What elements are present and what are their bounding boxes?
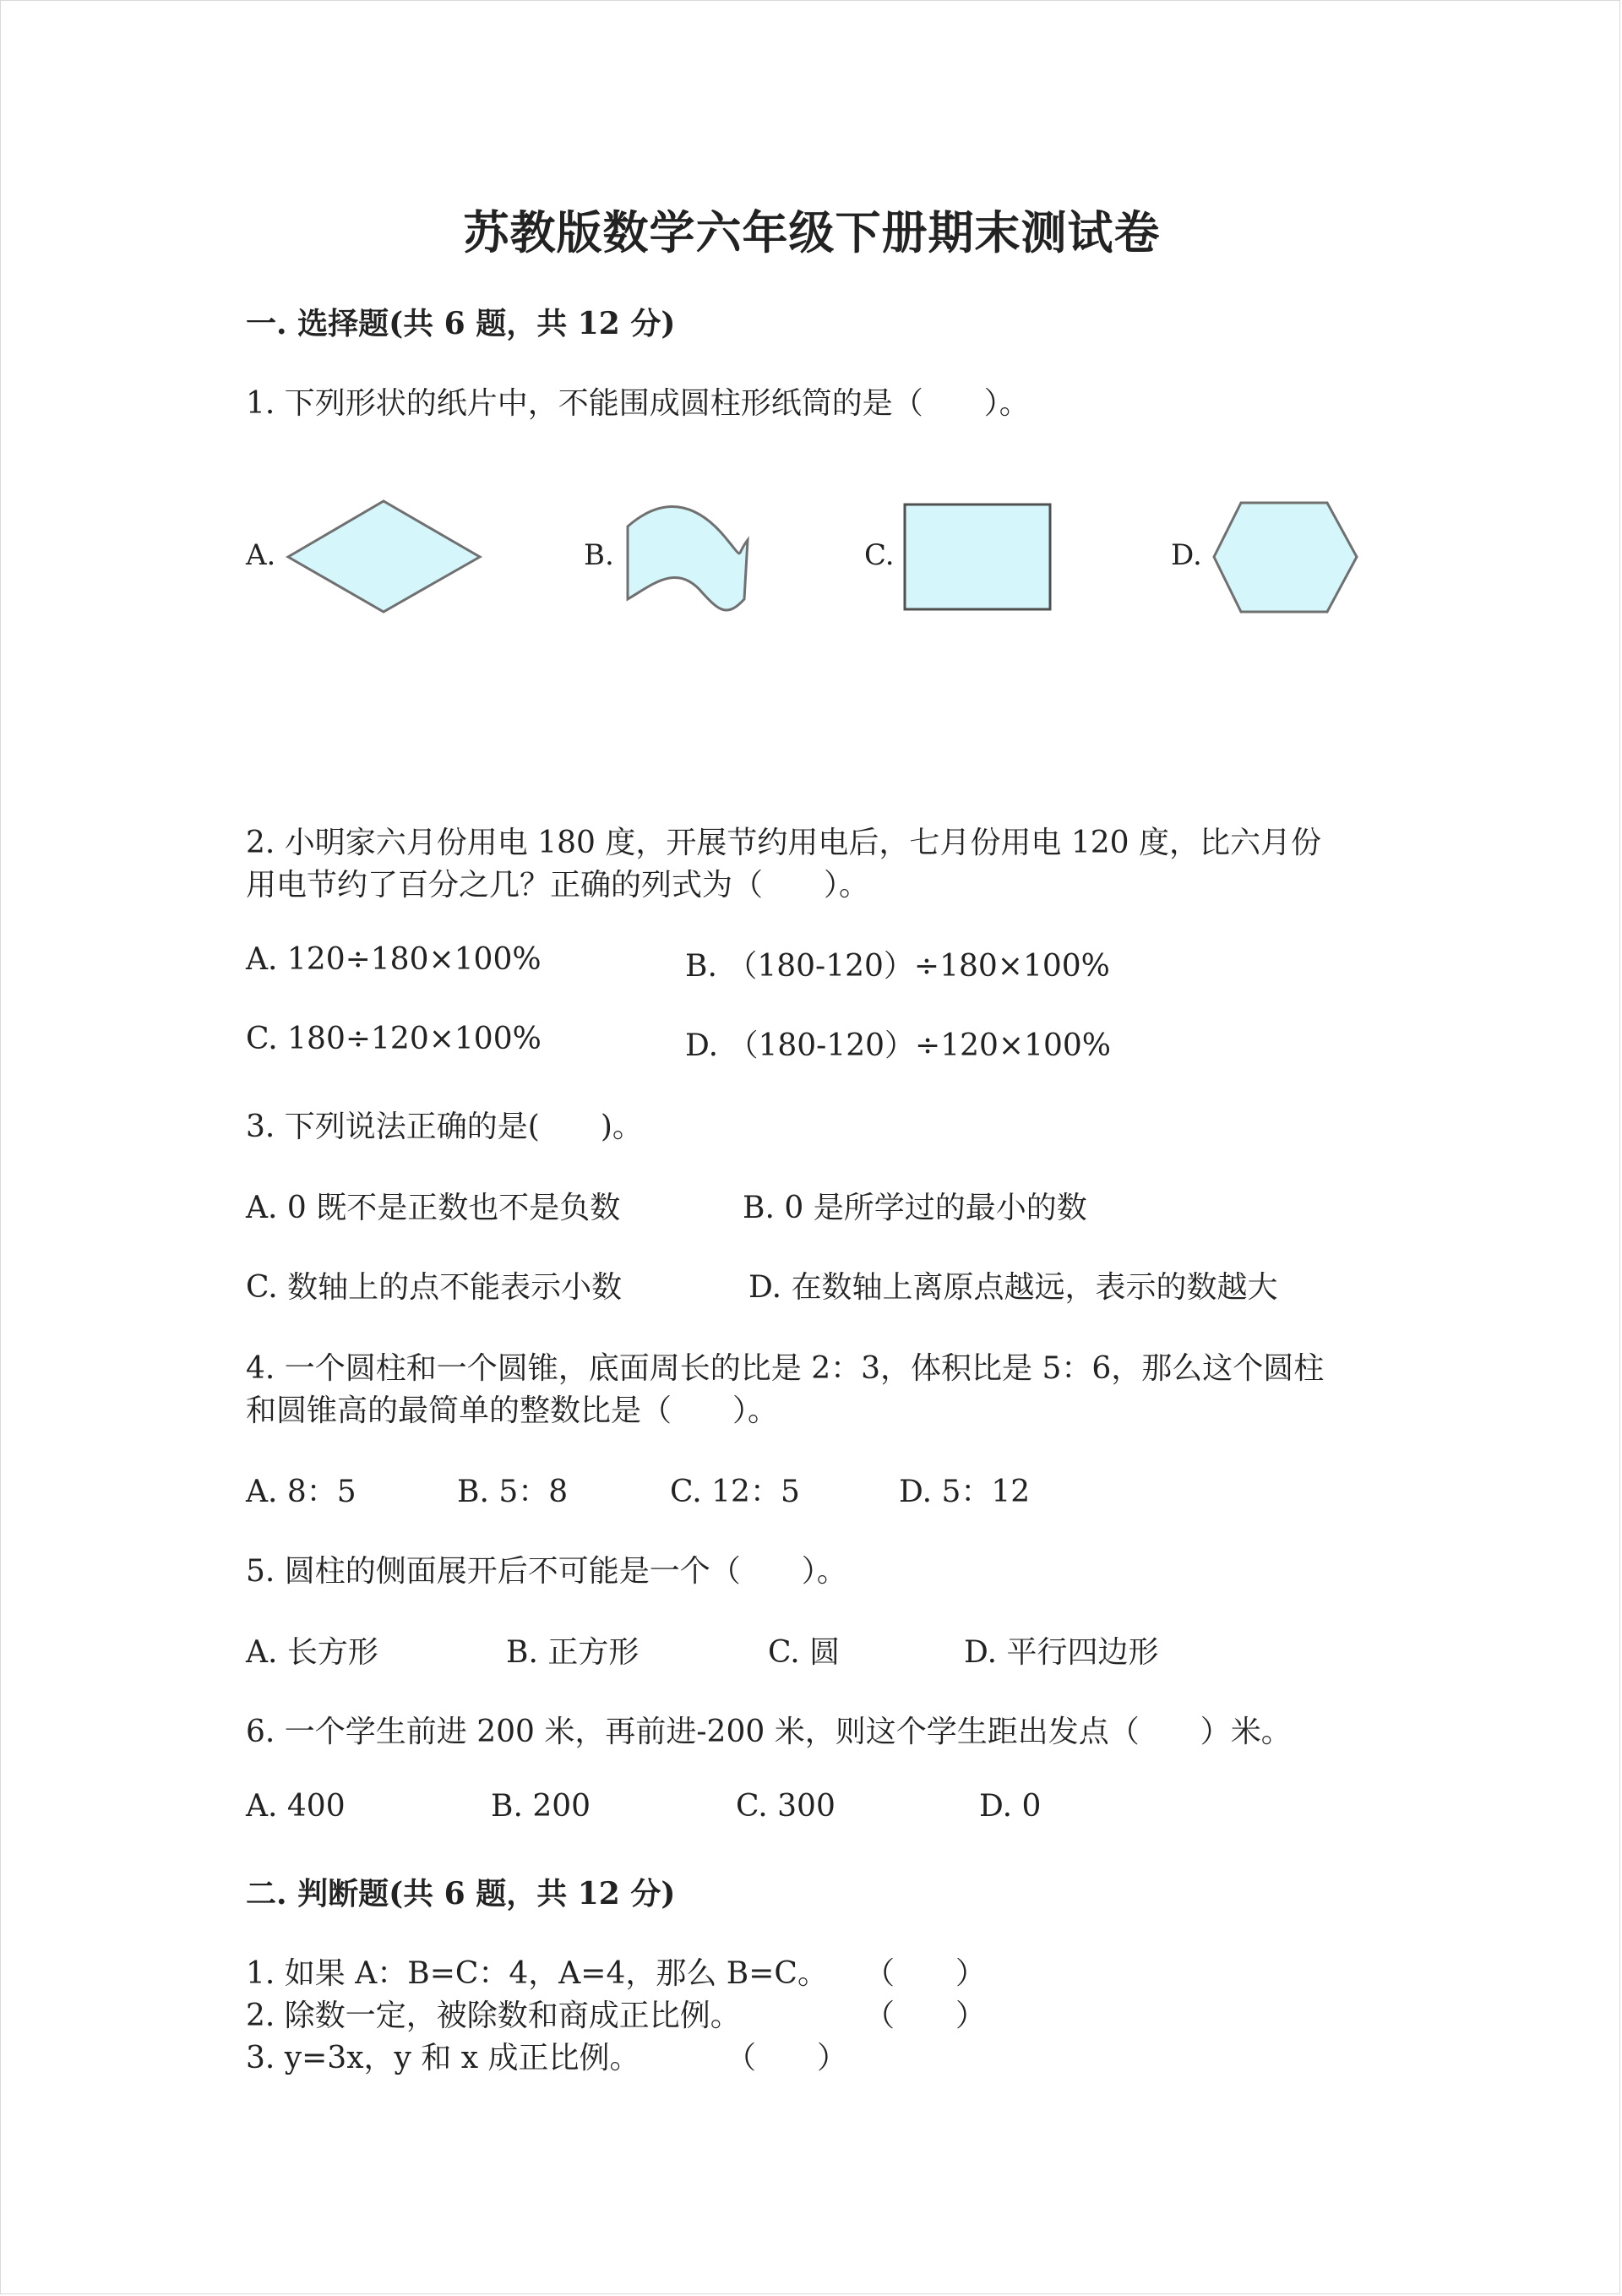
judgement-item-1-text: 1. 如果 A：B=C：4，A=4，那么 B=C。 xyxy=(246,1956,828,1991)
q2-option-d: D. （180-120）÷120×100% xyxy=(685,1028,1112,1063)
section-heading-judgement: 二. 判断题(共 6 题，共 12 分) xyxy=(246,1876,676,1912)
q1-option-a-label: A. xyxy=(246,538,276,572)
judgement-item-2-answer-blank: （ ） xyxy=(864,1999,987,2033)
section-heading-choice: 一. 选择题(共 6 题，共 12 分) xyxy=(246,306,676,341)
q1-option-c-label: C. xyxy=(864,538,895,572)
q6-option-b: B. 200 xyxy=(491,1789,591,1824)
q4-option-a: A. 8：5 xyxy=(246,1475,357,1509)
q3-option-b: B. 0 是所学过的最小的数 xyxy=(743,1191,1087,1225)
judgement-item-3-answer-blank: （ ） xyxy=(726,2041,848,2075)
q6-option-c: C. 300 xyxy=(736,1789,835,1824)
question-2-text-line2: 用电节约了百分之几？正确的列式为（ ）。 xyxy=(246,868,870,903)
q3-option-d: D. 在数轴上离原点越远，表示的数越大 xyxy=(748,1270,1278,1305)
question-3-text: 3. 下列说法正确的是( )。 xyxy=(246,1110,643,1144)
page-title: 苏教版数学六年级下册期末测试卷 xyxy=(463,205,1161,259)
q4-option-b: B. 5：8 xyxy=(457,1475,569,1509)
q2-option-c: C. 180÷120×100% xyxy=(246,1022,542,1056)
judgement-item-3-text: 3. y=3x，y 和 x 成正比例。 xyxy=(246,2041,640,2075)
rectangle-shape xyxy=(905,504,1050,609)
question-6-text: 6. 一个学生前进 200 米，再前进-200 米，则这个学生距出发点（ ）米。 xyxy=(246,1715,1292,1749)
q5-option-d: D. 平行四边形 xyxy=(964,1635,1159,1670)
q3-option-a: A. 0 既不是正数也不是负数 xyxy=(246,1191,621,1225)
q1-shapes xyxy=(1,474,1622,635)
q5-option-b: B. 正方形 xyxy=(506,1635,640,1670)
q6-option-d: D. 0 xyxy=(979,1789,1042,1824)
q5-option-a: A. 长方形 xyxy=(246,1635,378,1670)
q4-option-d: D. 5：12 xyxy=(899,1475,1031,1509)
question-4-text-line2: 和圆锥高的最简单的整数比是（ ）。 xyxy=(246,1393,779,1428)
q3-option-c: C. 数轴上的点不能表示小数 xyxy=(246,1270,623,1305)
question-4-text-line1: 4. 一个圆柱和一个圆锥，底面周长的比是 2：3，体积比是 5：6，那么这个圆柱 xyxy=(246,1351,1325,1386)
hexagon-shape xyxy=(1214,503,1357,612)
q1-option-d-label: D. xyxy=(1171,538,1202,572)
q6-option-a: A. 400 xyxy=(246,1789,346,1824)
question-1-text: 1. 下列形状的纸片中，不能围成圆柱形纸筒的是（ ）。 xyxy=(246,386,1030,421)
judgement-item-1-answer-blank: （ ） xyxy=(864,1956,987,1991)
wavy-parallelogram-shape xyxy=(628,507,748,610)
rhombus-shape xyxy=(288,501,480,612)
judgement-item-2-text: 2. 除数一定，被除数和商成正比例。 xyxy=(246,1999,741,2033)
question-2-text-line1: 2. 小明家六月份用电 180 度，开展节约用电后，七月份用电 120 度，比六月份 xyxy=(246,826,1321,860)
q2-option-a: A. 120÷180×100% xyxy=(246,942,542,977)
q5-option-c: C. 圆 xyxy=(768,1635,841,1670)
q1-option-b-label: B. xyxy=(584,538,614,572)
q4-option-c: C. 12：5 xyxy=(670,1475,800,1509)
question-5-text: 5. 圆柱的侧面展开后不可能是一个（ ）。 xyxy=(246,1554,847,1589)
q2-option-b: B. （180-120）÷180×100% xyxy=(685,949,1110,984)
